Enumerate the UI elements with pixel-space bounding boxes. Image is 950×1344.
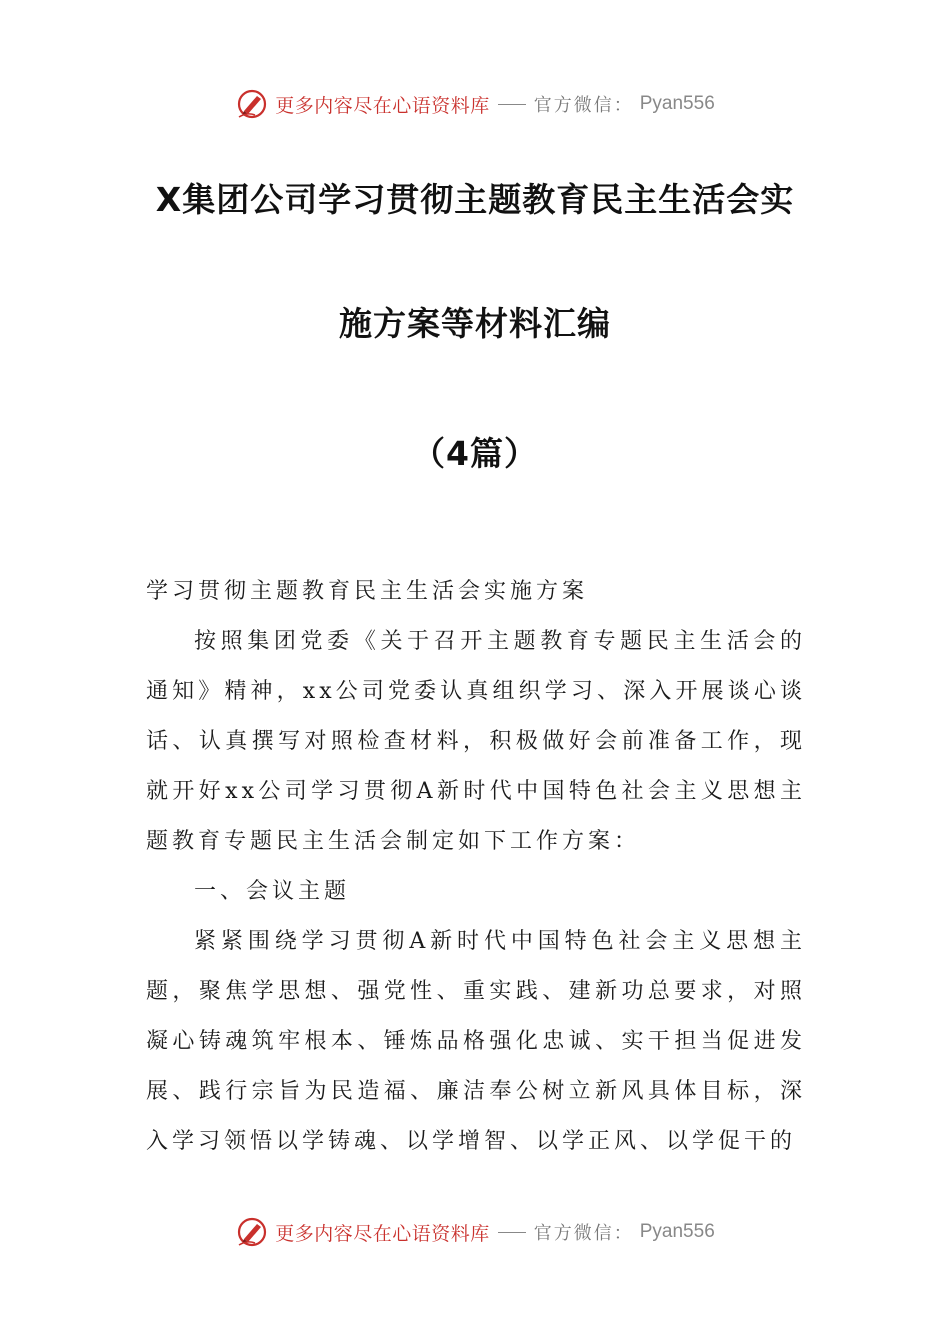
paragraph-theme: 紧紧围绕学习贯彻A新时代中国特色社会主义思想主题，聚焦学思想、强党性、重实践、建新功总要求，对照凝心铸魂筑牢根本、锤炼品格强化忠诚、实干担当促进发展、践行宗旨为民造福、廉洁奉公树立新风具体目标，深入学习领悟以学铸魂、以学增智、以学正风、以学促干的: [146, 929, 806, 1154]
header-watermark-banner: [0, 84, 950, 124]
document-title-count: （4篇）: [412, 434, 538, 473]
document-title-line-1: X集团公司学习贯彻主题教育民主生活会实: [155, 180, 795, 219]
pen-circle-logo-icon: [235, 1215, 269, 1249]
banner-dash: [498, 1232, 526, 1233]
banner-text: 更多内容尽在心语资料库: [275, 1222, 490, 1245]
banner-official-label: 官方微信：: [533, 1223, 634, 1244]
document-body: [146, 567, 806, 1167]
pen-circle-logo-icon: [235, 87, 269, 121]
subheading-meeting-theme: 一、会议主题: [194, 879, 351, 904]
banner-wechat-id: Pyan556: [639, 93, 715, 114]
banner-official-label: 官方微信：: [533, 95, 634, 116]
banner-wechat-id: Pyan556: [639, 1221, 715, 1242]
paragraph-intro: 按照集团党委《关于召开主题教育专题民主生活会的通知》精神，xx公司党委认真组织学习、深入开展谈心谈话、认真撰写对照检查材料，积极做好会前准备工作，现就开好xx公司学习贯彻A新时代中国特色社会主义思想主题教育专题民主生活会制定如下工作方案：: [146, 629, 806, 854]
section-heading: 学习贯彻主题教育民主生活会实施方案: [146, 579, 589, 604]
document-title-line-2: 施方案等材料汇编: [339, 304, 611, 343]
banner-text: 更多内容尽在心语资料库: [275, 94, 490, 117]
footer-watermark-banner: [0, 1212, 950, 1252]
banner-dash: [498, 104, 526, 105]
